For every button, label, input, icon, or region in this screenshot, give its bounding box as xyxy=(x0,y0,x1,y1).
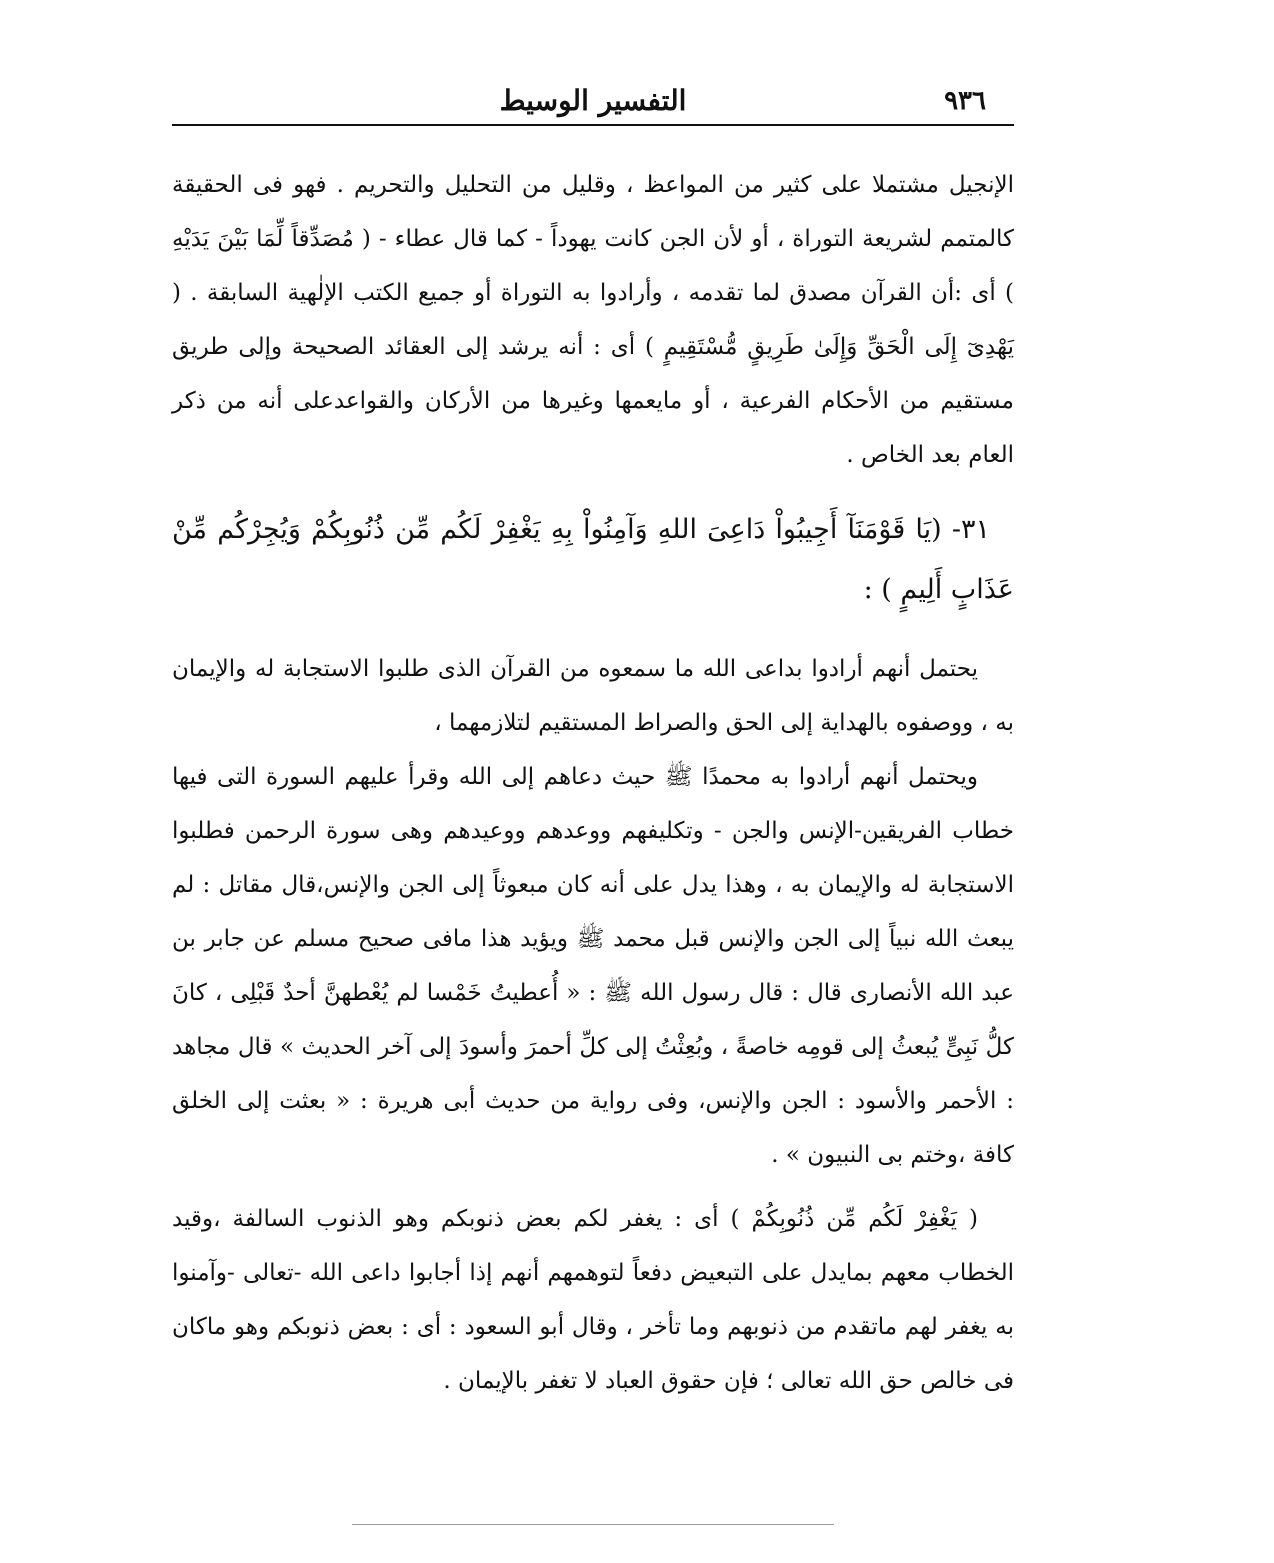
page-header xyxy=(172,80,1014,126)
verse-heading: ٣١- (يَا قَوْمَنَآ أَجِيبُواْ دَاعِىَ اللهِ وَآمِنُواْ بِهِ يَغْفِرْ لَكُم مِّن ذُنُوبِكُمْ وَيُجِرْكُم مِّنْ عَذَابٍ أَلِيمٍ ) : xyxy=(172,514,1014,605)
document-page xyxy=(172,80,1014,1520)
paragraph: ويحتمل أنهم أرادوا به محمدًا ﷺ حيث دعاهم إلى الله وقرأ عليهم السورة التى فيها خطاب الفريقين-الإنس والجن - وتكليفهم ووعدهم ووعيدهم وهى سورة الرحمن فطلبوا الاستجابة له والإيمان به ، وهذا يدل على أنه كان مبعوثاً إلى الجن والإنس،قال مقاتل : لم يبعث الله نبياً إلى الجن والإنس قبل محمد ﷺ ويؤيد هذا مافى صحيح مسلم عن جابر بن عبد الله الأنصارى قال : قال رسول الله ﷺ : « أُعطيتُ خَمْسا لم يُعْطهنَّ أحدٌ قَبْلِى ، كانَ كلُّ نَبِىٍّ يُبعثُ إلى قومِه خاصةً ، وبُعِثْتُ إلى كلِّ أحمرَ وأسودَ إلى آخر الحديث » قال مجاهد : الأحمر والأسود : الجن والإنس، وفى رواية من حديث أبى هريرة : « بعثت إلى الخلق كافة ،وختم بى النبيون » . xyxy=(172,764,1014,1168)
paragraph: يحتمل أنهم أرادوا بداعى الله ما سمعوه من القرآن الذى طلبوا الاستجابة له والإيمان به ، ووصفوه بالهداية إلى الحق والصراط المستقيم لتلازمهما ، xyxy=(172,656,1014,736)
commentary-bottom xyxy=(172,1192,1014,1408)
page-number: ٩٣٦ xyxy=(944,86,986,116)
paragraph: الإنجيل مشتملا على كثير من المواعظ ، وقليل من التحليل والتحريم . فهو فى الحقيقة كالمتمم لشريعة التوراة ، أو لأن الجن كانت يهوداً - كما قال عطاء - ( مُصَدِّقاً لِّمَا بَيْنَ يَدَيْهِ ) أى :أن القرآن مصدق لما تقدمه ، وأرادوا به التوراة أو جميع الكتب الإلٰهية السابقة . ( يَهْدِىٓ إِلَى الْحَقِّ وَإِلَىٰ طَرِيقٍ مُّسْتَقِيمٍ ) أى : أنه يرشد إلى العقائد الصحيحة وإلى طريق مستقيم من الأحكام الفرعية ، أو مايعمها وغيرها من الأركان والقواعدعلى أنه من ذكر العام بعد الخاص . xyxy=(172,172,1015,468)
footer-rule xyxy=(352,1524,834,1525)
paragraph: ( يَغْفِرْ لَكُم مِّن ذُنُوبِكُمْ ) أى : يغفر لكم بعض ذنوبكم وهو الذنوب السالفة ،وقيد الخطاب معهم بمايدل على التبعيض دفعاً لتوهمهم أنهم إذا أجابوا داعى الله -تعالى -وآمنوا به يغفر لهم ماتقدم من ذنوبهم وما تأخر ، وقال أبو السعود : أى : بعض ذنوبكم وهو ماكان فى خالص حق الله تعالى ؛ فإن حقوق العباد لا تغفر بالإيمان . xyxy=(172,1206,1014,1394)
running-title: التفسير الوسيط xyxy=(499,84,687,117)
commentary-middle xyxy=(172,642,1014,1182)
commentary-top xyxy=(172,158,1014,482)
